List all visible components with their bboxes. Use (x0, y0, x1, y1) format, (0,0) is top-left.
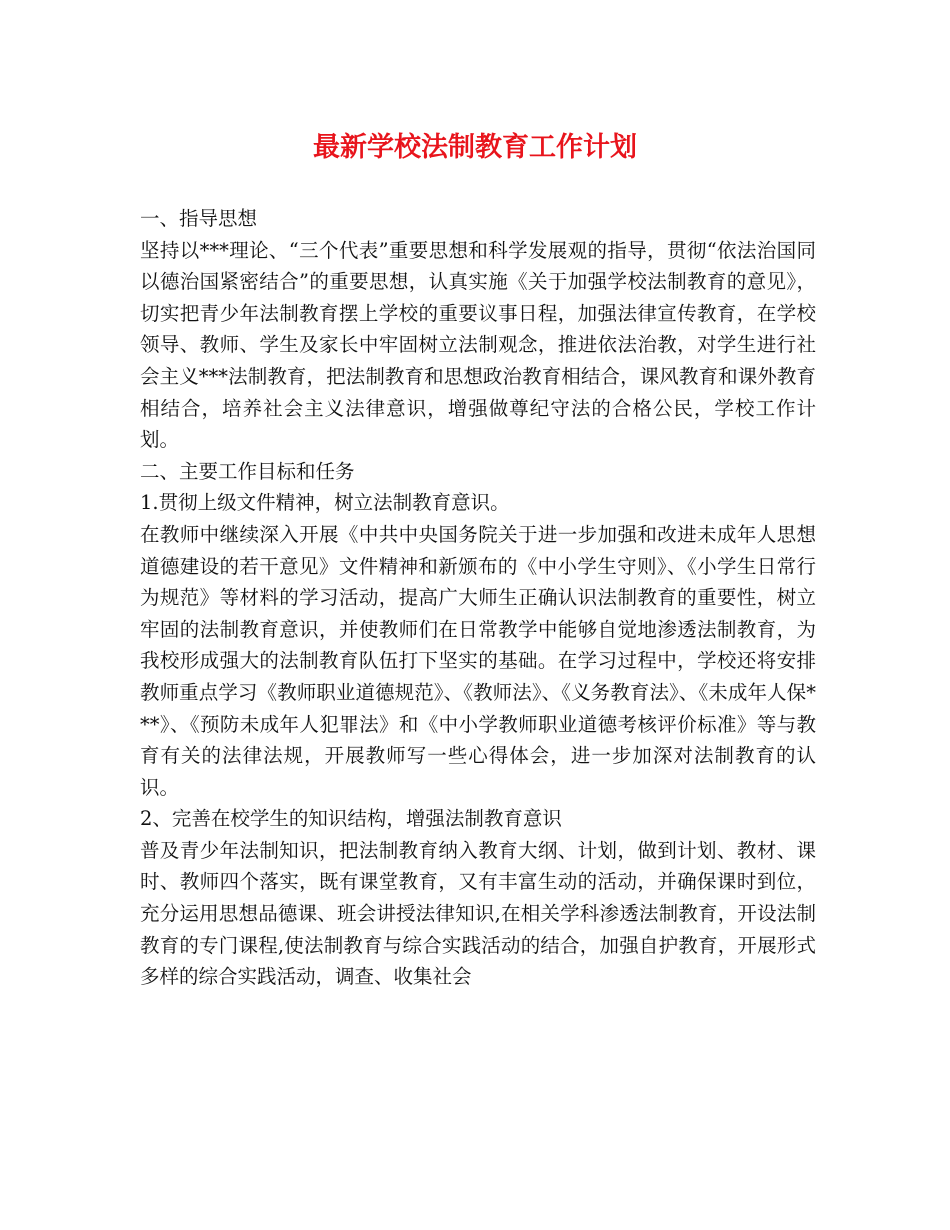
section-heading-goals-tasks: 二、主要工作目标和任务 (140, 459, 355, 483)
document-body (140, 203, 816, 993)
paragraph-teacher-study: 在教师中继续深入开展《中共中央国务院关于进一步加强和改进未成年人思想道德建设的若干意见》文件精神和新颁布的《中小学生守则》、《小学生日常行为规范》等材料的学习活动，提高广大师生正确认识法制教育的重要性，树立牢固的法制教育意识，并使教师们在日常教学中能够自觉地渗透法制教育，为我校形成强大的法制教育队伍打下坚实的基础。在学习过程中，学校还将安排教师重点学习《教师职业道德规范》、《教师法》、《义务教育法》、《未成年人保***》、《预防未成年人犯罪法》和《中小学教师职业道德考核评价标准》等与教育有关的法律法规，开展教师写一些心得体会，进一步加深对法制教育的认识。 (140, 522, 816, 799)
paragraph-student-education: 普及青少年法制知识，把法制教育纳入教育大纲、计划，做到计划、教材、课时、教师四个落实，既有课堂教育，又有丰富生动的活动，并确保课时到位，充分运用思想品德课、班会讲授法律知识,在相关学科渗透法制教育，开设法制教育的专门课程,使法制教育与综合实践活动的结合，加强自护教育，开展形式多样的综合实践活动，调查、收集社会 (140, 838, 816, 989)
paragraph-guiding-ideology: 坚持以***理论、“三个代表”重要思想和科学发展观的指导，贯彻“依法治国同以德治国紧密结合”的重要思想，认真实施《关于加强学校法制教育的意见》，切实把青少年法制教育摆上学校的重要议事日程，加强法律宣传教育，在学校领导、教师、学生及家长中牢固树立法制观念，推进依法治教，对学生进行社会主义***法制教育，把法制教育和思想政治教育相结合，课风教育和课外教育相结合，培养社会主义法律意识，增强做尊纪守法的合格公民，学校工作计划。 (140, 238, 816, 452)
subheading-student-knowledge: 2、完善在校学生的知识结构，增强法制教育意识 (140, 807, 562, 831)
section-heading-guiding-ideology: 一、指导思想 (140, 207, 258, 230)
subheading-implement-documents: 1.贯彻上级文件精神，树立法制教育意识。 (140, 491, 510, 515)
document-title: 最新学校法制教育工作计划 (313, 132, 637, 163)
